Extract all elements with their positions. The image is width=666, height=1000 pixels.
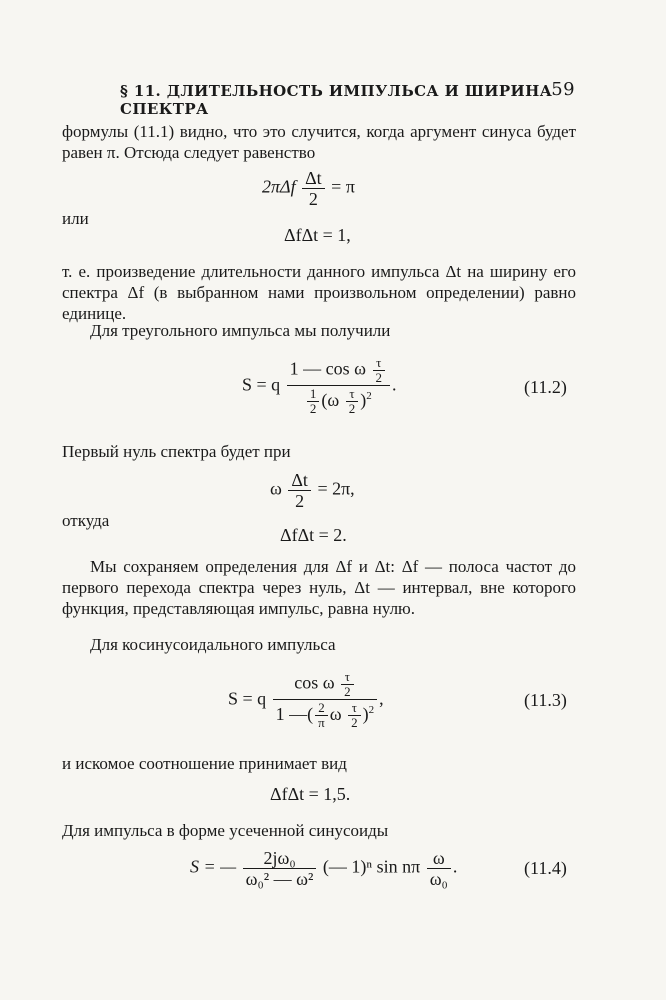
paragraph-7: и искомое соотношение принимает вид <box>62 754 347 773</box>
equation-product-3: ΔfΔt = 1,5. <box>270 784 351 804</box>
eq-f-num-text: cos ω <box>294 672 335 693</box>
eq-c-half-d: 2 <box>309 401 317 417</box>
eq-c-half-n: 1 <box>307 387 320 402</box>
eq-h-omega0: ω₀ <box>429 869 448 889</box>
eq-d-denominator: 2 <box>295 491 305 511</box>
equation-11-2 <box>242 356 397 416</box>
eq-c-half <box>307 387 320 416</box>
word-otkuda: откуда <box>62 511 110 530</box>
eq-f-lhs: S = q <box>228 688 267 709</box>
paragraph-2: т. е. произведение длительности данного импульса Δt на ширину его спектра Δf (в выбранном нами произвольном определении) равно единице. <box>62 262 576 323</box>
eq-a-numerator: Δt <box>302 168 325 189</box>
running-header <box>120 79 575 118</box>
eq-d-right: = 2π, <box>317 478 355 499</box>
eq-f-2pi <box>315 701 328 730</box>
eq-d-omega: ω <box>270 478 282 499</box>
eq-h-lhs: S = — <box>190 856 237 877</box>
equation-number-11-3: (11.3) <box>524 690 567 710</box>
eq-c-square: 2 <box>366 390 372 402</box>
eq-f-one: 1 — <box>275 704 308 724</box>
eq-h-middle: (— 1)ⁿ sin nπ <box>322 856 421 877</box>
eq-c-inner-two: 2 <box>348 401 356 417</box>
eq-h-fraction <box>243 848 317 889</box>
eq-c-dot: . <box>392 374 397 395</box>
eq-f-inner-two: 2 <box>351 715 358 731</box>
eq-c-inner-frac <box>346 387 359 416</box>
eq-d-numerator: Δt <box>288 470 311 491</box>
eq-f-tau: τ <box>341 670 354 685</box>
eq-a-denominator: 2 <box>308 189 318 209</box>
equation-number-11-2: (11.2) <box>524 377 567 397</box>
eq-c-num-text: 1 — cos ω <box>289 358 367 379</box>
eq-f-comma: , <box>379 688 384 709</box>
eq-c-fraction <box>287 356 390 416</box>
eq-f-numerator <box>273 670 377 700</box>
equation-product-1: ΔfΔt = 1, <box>284 225 351 245</box>
eq-d-fraction <box>288 470 311 511</box>
eq-h-numerator: 2jω₀ <box>243 848 317 869</box>
eq-c-numerator <box>287 356 390 386</box>
eq-c-tau-frac <box>373 356 386 385</box>
eq-f-inner-frac <box>348 701 361 730</box>
eq-h-omega-frac <box>427 848 451 889</box>
eq-f-square: 2 <box>368 704 375 716</box>
eq-c-lhs: S = q <box>242 374 281 395</box>
equation-11-3 <box>228 670 384 730</box>
eq-f-inner-tau: τ <box>348 701 361 716</box>
eq-f-denominator: 1 —( $\frac{2}{\pi}$ ω $\frac{\tau}{2}$ )$^2$ <box>275 700 375 731</box>
equation-11-4 <box>190 848 457 889</box>
paragraph-8: Для импульса в форме усеченной синусоиды <box>62 821 389 840</box>
eq-c-two: 2 <box>375 370 383 385</box>
eq-c-denominator: $\frac{1}{2}$ (ω $\frac{\tau}{2}$ )$^2$ <box>287 386 390 416</box>
equation-2pi-df <box>262 168 355 209</box>
eq-c-omega: ω <box>327 390 340 410</box>
eq-f-fraction <box>273 670 377 730</box>
eq-f-two: 2 <box>344 684 351 699</box>
paragraph-6: Для косинусоидального импульса <box>90 635 336 654</box>
eq-h-denominator: ω₀² — ω² <box>245 869 314 889</box>
equation-number-11-4: (11.4) <box>524 858 567 878</box>
paragraph-1: формулы (11.1) видно, что это случится, когда аргумент синуса будет равен π. Отсюда следует равенство <box>62 122 576 162</box>
eq-c-inner-tau: τ <box>346 387 359 402</box>
page-number: 59 <box>551 79 575 100</box>
paragraph-4: Первый нуль спектра будет при <box>62 442 291 461</box>
eq-f-omega: ω <box>329 704 342 724</box>
equation-first-zero <box>270 470 355 511</box>
eq-f-two-n: 2 <box>315 701 328 716</box>
paragraph-5: Мы сохраняем определения для Δf и Δt: Δf — полоса частот до первого перехода спектра через нуль, Δt — интервал, вне которого функция, представляющая импульс, равна нулю. <box>62 557 576 618</box>
eq-h-omega: ω <box>427 848 451 869</box>
eq-f-pi: π <box>318 715 325 731</box>
eq-a-fraction <box>302 168 325 209</box>
paragraph-3: Для треугольного импульса мы получили <box>90 321 391 340</box>
eq-h-dot: . <box>452 856 458 877</box>
eq-c-tau: τ <box>373 356 386 371</box>
word-ili: или <box>62 209 89 228</box>
equation-product-2: ΔfΔt = 2. <box>280 525 347 545</box>
eq-f-tau-frac <box>341 670 354 699</box>
eq-a-left: 2πΔf <box>262 176 296 197</box>
header-title: § 11. ДЛИТЕЛЬНОСТЬ ИМПУЛЬСА И ШИРИНА СПЕКТРА <box>120 82 553 118</box>
eq-a-right: = π <box>331 176 355 197</box>
